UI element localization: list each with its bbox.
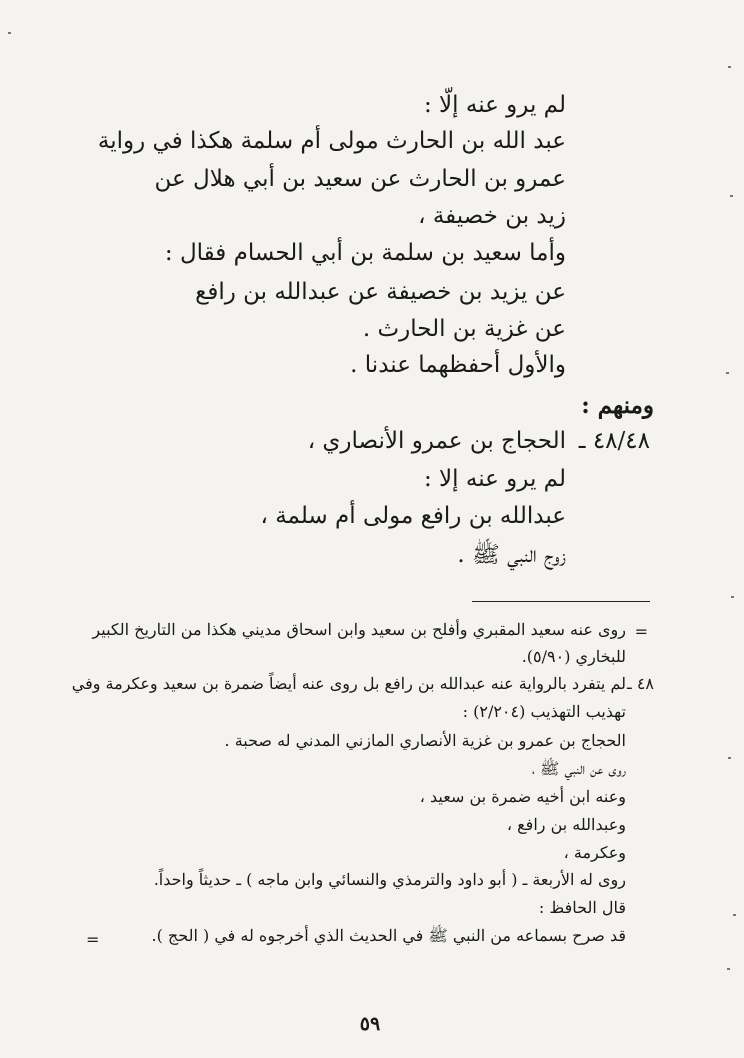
footnote-line-6: روى عن النبي ﷺ ،	[531, 759, 626, 778]
main-line-8: والأول أحفظهما عندنا .	[350, 352, 566, 378]
footnote-continuation-marker: =	[634, 622, 648, 641]
scan-speck	[733, 914, 736, 916]
scan-speck	[726, 372, 729, 374]
footnote-end-marker: =	[86, 930, 100, 949]
scan-speck	[730, 195, 733, 197]
main-line-2: عبد الله بن الحارث مولى أم سلمة هكذا في رواية	[97, 128, 566, 154]
entry-number: ٤٨/٤٨ ـ	[578, 428, 650, 454]
scan-speck	[731, 596, 734, 598]
footnote-line-5: الحجاج بن عمرو بن غزية الأنصاري المازني المدني له صحبة .	[224, 731, 626, 750]
entry-line-4: زوج النبي ﷺ .	[457, 542, 566, 568]
footnote-line-8: وعبدالله بن رافع ،	[506, 815, 626, 834]
main-line-6: عن يزيد بن خصيفة عن عبدالله بن رافع	[195, 279, 566, 305]
scan-speck	[727, 968, 730, 970]
entry-line-1: الحجاج بن عمرو الأنصاري ،	[307, 428, 566, 454]
main-line-3: عمرو بن الحارث عن سعيد بن أبي هلال عن	[154, 166, 566, 192]
footnote-line-9: وعكرمة ،	[563, 843, 626, 862]
page-number: ٥٩	[359, 1013, 381, 1035]
main-line-5: وأما سعيد بن سلمة بن أبي الحسام فقال :	[164, 240, 566, 266]
footnote-line-1: روى عنه سعيد المقبري وأفلح بن سعيد وابن اسحاق مديني هكذا من التاريخ الكبير	[92, 620, 626, 639]
main-line-7: عن غزية بن الحارث .	[362, 316, 566, 342]
section-heading: ومنهم :	[581, 392, 654, 419]
main-line-4: زيد بن خصيفة ،	[418, 203, 566, 229]
scan-speck	[728, 66, 731, 68]
footnote-number: ٤٨ ـ	[627, 674, 654, 693]
main-line-1: لم يرو عنه إلّا :	[423, 92, 566, 118]
footnote-separator	[472, 601, 650, 602]
footnote-line-3: لم يتفرد بالرواية عنه عبدالله بن رافع بل روى عنه أيضاً ضمرة بن سعيد وعكرمة وفي	[71, 674, 626, 693]
footnote-line-12: قد صرح بسماعه من النبي ﷺ في الحديث الذي أخرجوه له في ( الحج ).	[151, 926, 626, 945]
footnote-line-4: تهذيب التهذيب (٢/٢٠٤) :	[462, 702, 626, 721]
footnote-line-7: وعنه ابن أخيه ضمرة بن سعيد ،	[419, 787, 626, 806]
scan-speck	[728, 757, 731, 759]
footnote-line-10: روى له الأربعة ـ ( أبو داود والترمذي والنسائي وابن ماجه ) ـ حديثاً واحداً.	[153, 870, 626, 889]
footnote-line-11: قال الحافظ :	[538, 898, 626, 917]
scan-speck	[8, 32, 11, 34]
footnote-line-2: للبخاري (٥/٩٠).	[521, 647, 626, 666]
entry-line-3: عبدالله بن رافع مولى أم سلمة ،	[260, 503, 566, 529]
entry-line-2: لم يرو عنه إلا :	[423, 466, 566, 492]
